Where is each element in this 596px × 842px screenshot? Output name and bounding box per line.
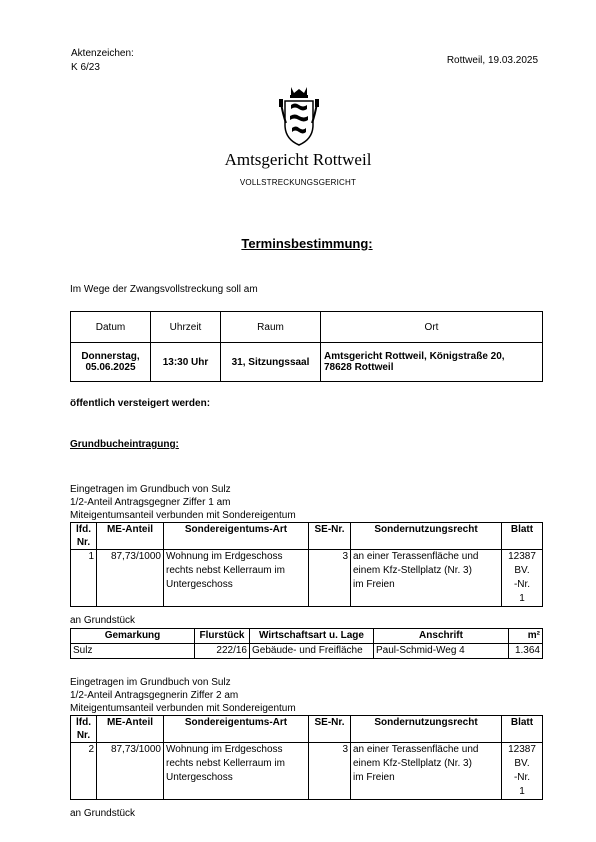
art-line-3: Untergeschoss <box>166 579 233 590</box>
column-header-blatt: Blatt <box>502 523 543 550</box>
entry-2-line-1: Eingetragen im Grundbuch von Sulz <box>70 677 231 688</box>
appointment-time: 13:30 Uhr <box>151 343 221 382</box>
snr-line-3: im Freien <box>353 772 395 783</box>
cell-senr: 3 <box>309 743 351 800</box>
column-header-wirtschaftsart: Wirtschaftsart u. Lage <box>250 629 374 644</box>
cell-art <box>164 743 309 800</box>
place-date: Rottweil, 19.03.2025 <box>446 55 538 66</box>
cell-snr <box>351 743 502 800</box>
cell-flurstueck: 222/16 <box>195 644 250 659</box>
entry-1-text <box>70 483 296 522</box>
blatt-line-2: BV. <box>514 758 530 769</box>
cell-senr: 3 <box>309 550 351 607</box>
snr-line-2: einem Kfz-Stellplatz (Nr. 3) <box>353 565 472 576</box>
column-header-art: Sondereigentums-Art <box>164 523 309 550</box>
snr-line-1: an einer Terassenfläche und <box>353 551 479 562</box>
art-line-3: Untergeschoss <box>166 772 233 783</box>
appointment-room: 31, Sitzungssaal <box>221 343 321 382</box>
header-lfd-line1: lfd. <box>76 717 91 728</box>
column-header-lfd <box>71 716 97 743</box>
place-line-2: 78628 Rottweil <box>324 362 394 373</box>
snr-line-3: im Freien <box>353 579 395 590</box>
cell-blatt <box>502 550 543 607</box>
ownership-table-1 <box>70 522 543 607</box>
column-header-senr: SE-Nr. <box>309 523 351 550</box>
column-header-place: Ort <box>321 312 543 343</box>
date-value: 05.06.2025 <box>85 362 136 373</box>
appointment-date <box>71 343 151 382</box>
entry-2-line-3: Miteigentumsanteil verbunden mit Sondereigentum <box>70 703 296 714</box>
cell-m2: 1.364 <box>509 644 543 659</box>
file-reference <box>71 47 134 75</box>
cell-lfd: 2 <box>71 743 97 800</box>
header-lfd-line1: lfd. <box>76 524 91 535</box>
table-row <box>71 743 543 800</box>
parcel-table <box>70 628 543 659</box>
blatt-line-3: -Nr. <box>513 772 531 783</box>
file-reference-number: K 6/23 <box>71 62 100 73</box>
column-header-anschrift: Anschrift <box>374 629 509 644</box>
table-header-row <box>71 629 543 644</box>
column-header-lfd <box>71 523 97 550</box>
appointment-table <box>70 311 543 382</box>
table-header-row <box>71 716 543 743</box>
column-header-art: Sondereigentums-Art <box>164 716 309 743</box>
cell-wirtschaftsart: Gebäude- und Freifläche <box>250 644 374 659</box>
coat-of-arms-icon <box>279 85 319 147</box>
ownership-table-2 <box>70 715 543 800</box>
entry-1-line-1: Eingetragen im Grundbuch von Sulz <box>70 484 231 495</box>
cell-me: 87,73/1000 <box>97 743 164 800</box>
place-line-1: Amtsgericht Rottweil, Königstraße 20, <box>324 351 505 362</box>
file-reference-label: Aktenzeichen: <box>71 48 134 59</box>
table-row <box>71 550 543 607</box>
column-header-date: Datum <box>71 312 151 343</box>
intro-text: Im Wege der Zwangsvollstreckung soll am <box>70 284 258 295</box>
column-header-room: Raum <box>221 312 321 343</box>
column-header-gemarkung: Gemarkung <box>71 629 195 644</box>
column-header-snr: Sondernutzungsrecht <box>351 523 502 550</box>
cell-art <box>164 550 309 607</box>
snr-line-1: an einer Terassenfläche und <box>353 744 479 755</box>
art-line-2: rechts nebst Kellerraum im <box>166 758 285 769</box>
column-header-senr: SE-Nr. <box>309 716 351 743</box>
column-header-me: ME-Anteil <box>97 523 164 550</box>
court-name: Amtsgericht Rottweil <box>224 150 372 169</box>
column-header-time: Uhrzeit <box>151 312 221 343</box>
blatt-line-3: -Nr. <box>513 579 531 590</box>
entry-2-line-2: 1/2-Anteil Antragsgegnerin Ziffer 2 am <box>70 690 239 701</box>
column-header-me: ME-Anteil <box>97 716 164 743</box>
table-header-row <box>71 312 543 343</box>
snr-line-2: einem Kfz-Stellplatz (Nr. 3) <box>353 758 472 769</box>
blatt-line-4: 1 <box>519 786 525 797</box>
cell-me: 87,73/1000 <box>97 550 164 607</box>
column-header-blatt: Blatt <box>502 716 543 743</box>
parcel-label: an Grundstück <box>70 615 136 626</box>
blatt-line-2: BV. <box>514 565 530 576</box>
cell-anschrift: Paul-Schmid-Weg 4 <box>374 644 509 659</box>
header-lfd-line2: Nr. <box>76 537 91 548</box>
blatt-line-1: 12387 <box>508 551 536 562</box>
entry-1-line-3: Miteigentumsanteil verbunden mit Sondereigentum <box>70 510 296 521</box>
page-title: Terminsbestimmung: <box>241 236 373 251</box>
table-row <box>71 644 543 659</box>
column-header-snr: Sondernutzungsrecht <box>351 716 502 743</box>
appointment-place <box>321 343 543 382</box>
auction-statement: öffentlich versteigert werden: <box>70 398 211 409</box>
cell-blatt <box>502 743 543 800</box>
blatt-line-1: 12387 <box>508 744 536 755</box>
cell-snr <box>351 550 502 607</box>
art-line-2: rechts nebst Kellerraum im <box>166 565 285 576</box>
blatt-line-4: 1 <box>519 593 525 604</box>
column-header-m2: m² <box>509 629 543 644</box>
date-weekday: Donnerstag, <box>81 351 140 362</box>
art-line-1: Wohnung im Erdgeschoss <box>166 744 283 755</box>
header-lfd-line2: Nr. <box>76 730 91 741</box>
column-header-flurstueck: Flurstück <box>195 629 250 644</box>
parcel-label-2: an Grundstück <box>70 808 136 819</box>
cell-lfd: 1 <box>71 550 97 607</box>
art-line-1: Wohnung im Erdgeschoss <box>166 551 283 562</box>
table-row <box>71 343 543 382</box>
table-header-row <box>71 523 543 550</box>
court-department: VOLLSTRECKUNGSGERICHT <box>239 178 357 187</box>
entry-1-line-2: 1/2-Anteil Antragsgegner Ziffer 1 am <box>70 497 231 508</box>
cell-gemarkung: Sulz <box>71 644 195 659</box>
section-heading: Grundbucheintragung: <box>70 439 179 450</box>
entry-2-text <box>70 676 296 715</box>
